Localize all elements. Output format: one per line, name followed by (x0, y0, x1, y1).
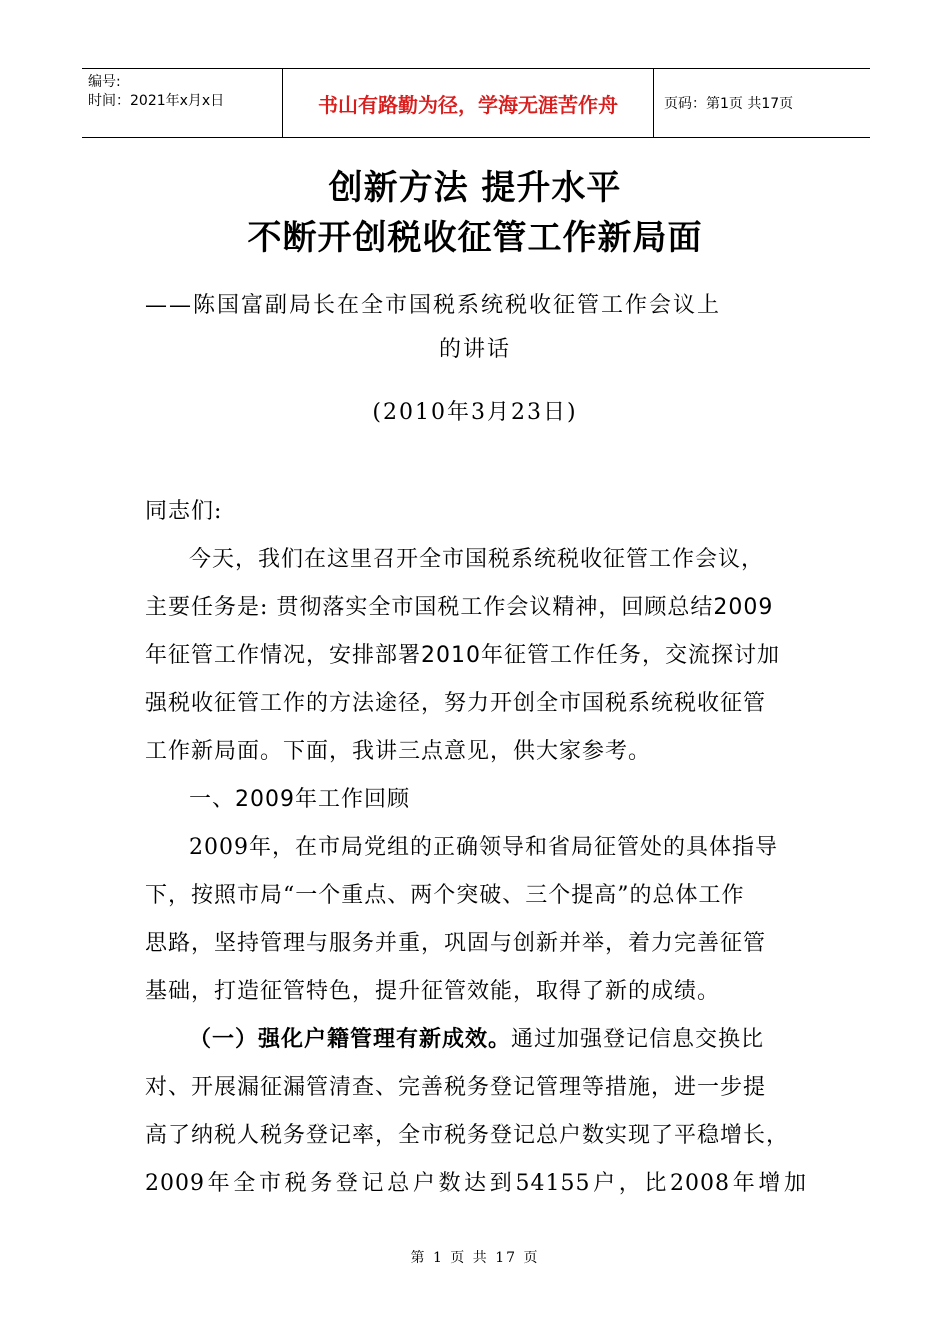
subtitle-line1: ——陈国富副局长在全市国税系统税收征管工作会议上 (145, 293, 722, 318)
paragraph-line: 下，按照市局“一个重点、两个突破、三个提高”的总体工作 (145, 883, 745, 908)
document-body (145, 488, 807, 1208)
document-title-line2: 不断开创税收征管工作新局面 (247, 218, 703, 258)
paragraph-line: 强税收征管工作的方法途径，努力开创全市国税系统税收征管 (145, 691, 767, 716)
header-meta (82, 69, 282, 137)
speech-date: (2010年3月23日) (372, 400, 578, 425)
paragraph-line (145, 728, 807, 776)
header-motto: 书山有路勤为径，学海无涯苦作舟 (282, 69, 654, 137)
paragraph-line: 今天，我们在这里召开全市国税系统税收征管工作会议， (189, 547, 765, 572)
text-run: 贯彻落实全市国税工作会议精神，回顾总结2009 (276, 595, 774, 620)
section-heading: 一、2009年工作回顾 (189, 787, 410, 812)
document-title-line1: 创新方法 提升水平 (328, 168, 622, 208)
paragraph-line: 思路，坚持管理与服务并重，巩固与创新并举，着力完善征管 (145, 931, 767, 956)
document-time-label: 时间：2021年x月x日 (88, 93, 225, 109)
text-run: 下面，我讲三点意见，供大家参考。 (283, 739, 652, 764)
document-header (82, 68, 870, 138)
text-run: 主要任务是: (145, 595, 277, 620)
paragraph-line: 对、开展漏征漏管清查、完善税务登记管理等措施，进一步提 (145, 1075, 767, 1100)
paragraph-line: 基础，打造征管特色，提升征管效能，取得了新的成绩。 (145, 979, 721, 1004)
greeting: 同志们: (145, 499, 223, 524)
text-run: 工作新局面。 (145, 739, 284, 764)
text-run: 通过加强登记信息交换比 (511, 1027, 765, 1052)
subtitle-line2: 的讲话 (438, 337, 511, 362)
document-subtitle (145, 284, 825, 372)
subsection-heading: （一）强化户籍管理有新成效。 (189, 1027, 512, 1052)
paragraph-line: 2009年全市税务登记总户数达到54155户，比2008年增加 (145, 1171, 807, 1196)
paragraph-line: 高了纳税人税务登记率，全市税务登记总户数实现了平稳增长， (145, 1123, 790, 1148)
document-number-label: 编号: (88, 74, 121, 90)
page-footer: 第 1 页 共 17 页 (410, 1250, 540, 1266)
paragraph-line (145, 1016, 807, 1064)
paragraph-line (145, 584, 807, 632)
paragraph-line: 2009年，在市局党组的正确领导和省局征管处的具体指导 (189, 835, 778, 860)
header-page-info: 页码：第1页 共17页 (664, 96, 794, 112)
paragraph-line: 年征管工作情况，安排部署2010年征管工作任务，交流探讨加 (145, 643, 780, 668)
